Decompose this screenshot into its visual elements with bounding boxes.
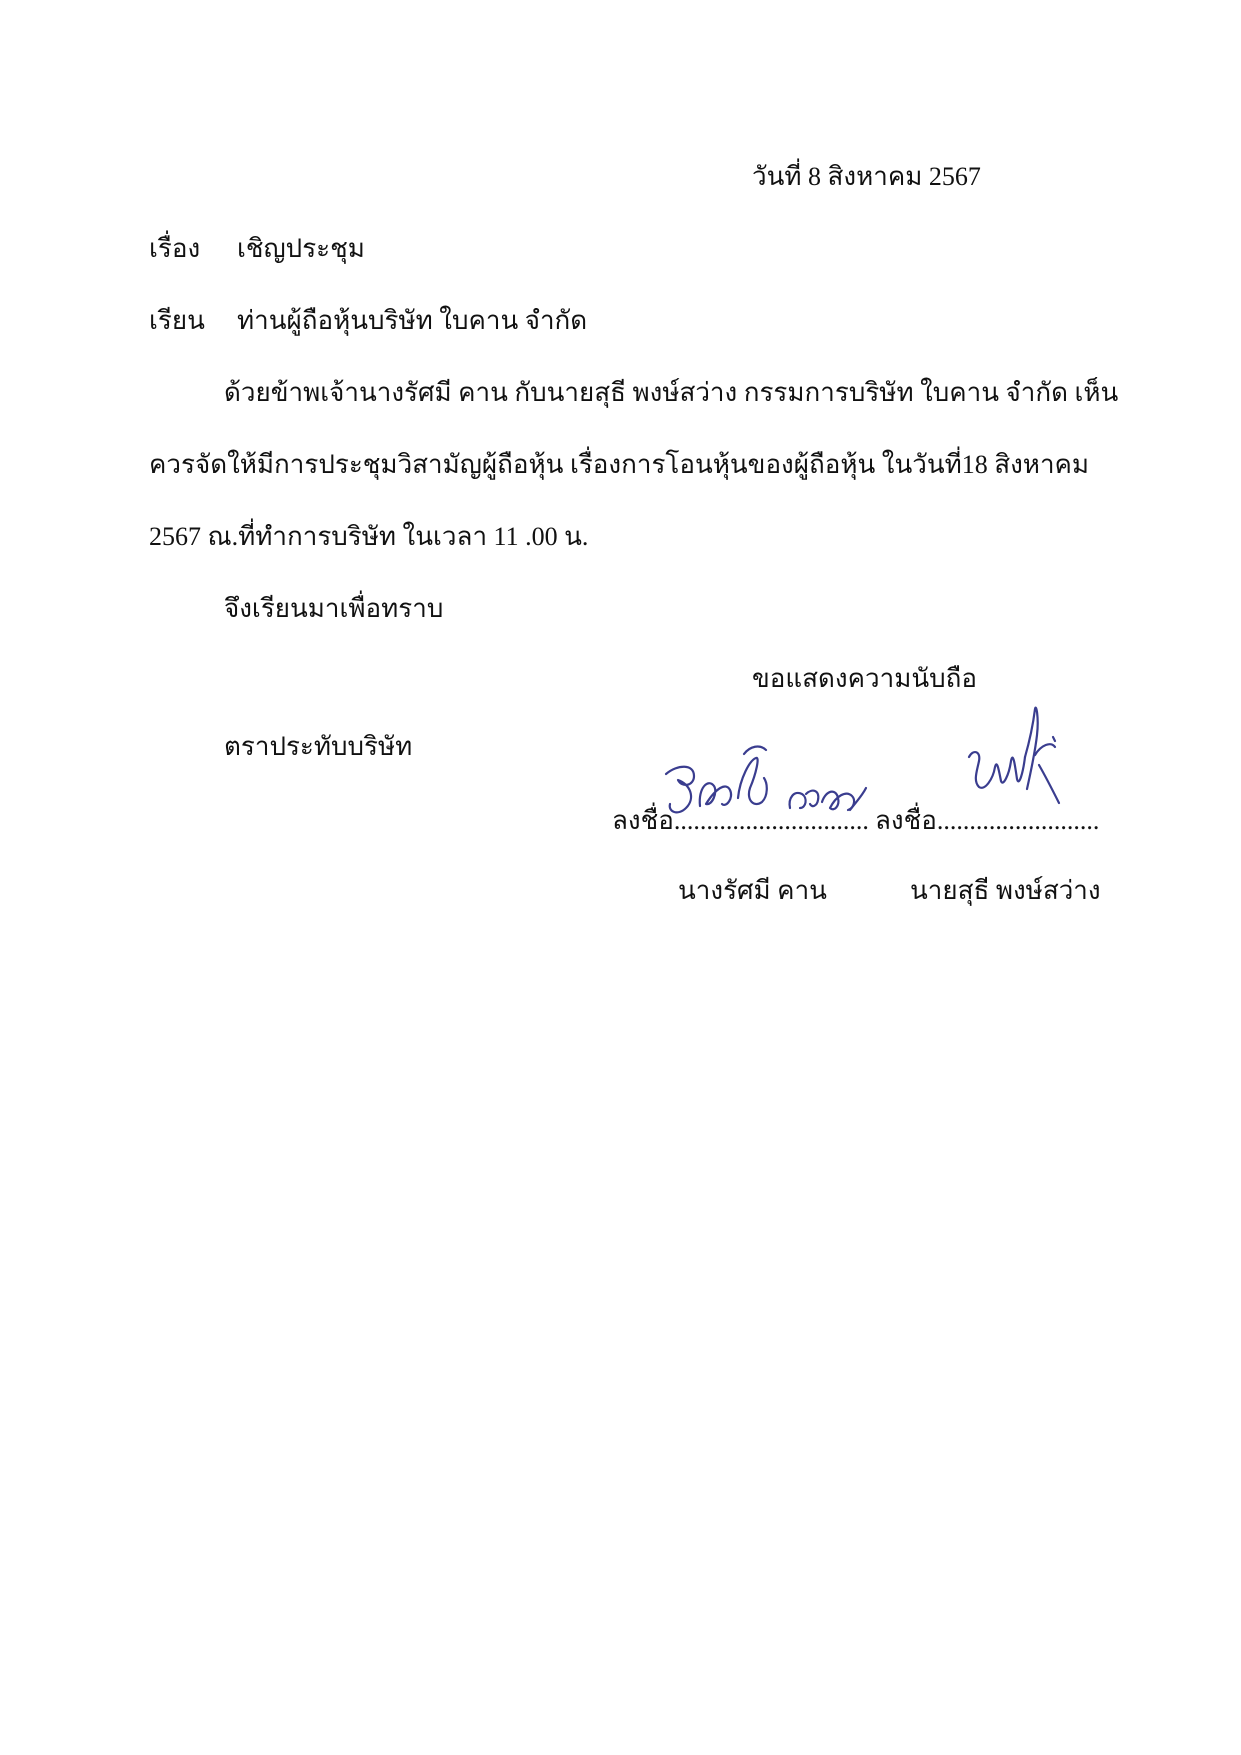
signer-2-name: นายสุธี พงษ์สว่าง [910, 876, 1101, 905]
body-paragraph-line-1: ด้วยข้าพเจ้านางรัศมี คาน กับนายสุธี พงษ์สว่าง กรรมการบริษัท ใบคาน จำกัด เห็น [224, 378, 1119, 407]
signature-2-handwriting [965, 695, 1065, 810]
signer-1-name: นางรัศมี คาน [678, 876, 827, 905]
closing-statement: จึงเรียนมาเพื่อทราบ [224, 594, 444, 623]
signature-1-handwriting [660, 728, 870, 823]
signature-line-1: ลงชื่อ.............................. [612, 806, 869, 835]
subject-label: เรื่อง [149, 234, 201, 263]
letter-date: วันที่ 8 สิงหาคม 2567 [752, 162, 981, 191]
company-seal-label: ตราประทับบริษัท [224, 732, 413, 761]
recipient-label: เรียน [149, 306, 205, 335]
complimentary-close: ขอแสดงความนับถือ [752, 664, 977, 693]
body-paragraph-line-3: 2567 ณ.ที่ทำการบริษัท ในเวลา 11 .00 น. [149, 522, 589, 551]
body-paragraph-line-2: ควรจัดให้มีการประชุมวิสามัญผู้ถือหุ้น เรื่องการโอนหุ้นของผู้ถือหุ้น ในวันที่18 สิงหาคม [149, 450, 1090, 479]
signature-line-2: ลงชื่อ......................... [875, 806, 1100, 835]
recipient-text: ท่านผู้ถือหุ้นบริษัท ใบคาน จำกัด [237, 306, 588, 335]
subject-text: เชิญประชุม [237, 234, 365, 263]
